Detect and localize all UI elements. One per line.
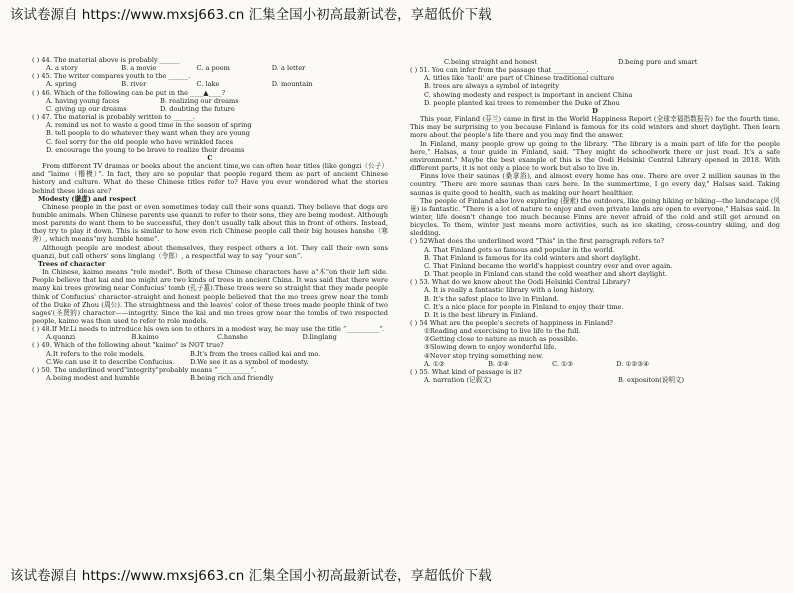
option: D. encourage the young to be brave to realize their dreams <box>46 145 245 154</box>
option: C. feel sorry for the old people who have wrinkled faces <box>46 137 233 146</box>
option: A.quanzi <box>46 333 76 342</box>
passage-c-subheading: Modesty (谦虚) and respect <box>38 194 137 203</box>
option: C. ①③ <box>552 359 573 368</box>
option: B.being rich and friendly <box>190 374 274 383</box>
option: D. mountain <box>271 80 313 89</box>
option: C.being straight and honest <box>444 58 538 66</box>
option: C.hanshe <box>217 333 248 342</box>
option: B. It's the safest place to live in Finland. <box>424 294 559 303</box>
statement: ①Reading and exercising to live life to the full. <box>424 327 581 336</box>
statement: ③Slowing down to enjoy wonderful life. <box>424 343 557 352</box>
option: A. having young faces <box>46 96 120 105</box>
option: D. It is the best library in Finland. <box>424 310 538 319</box>
question-54: ( ) 54 What are the people's secrets of happiness in Finland? <box>410 319 613 327</box>
option: D. ①②③④ <box>616 359 650 368</box>
option: B. realizing our dreams <box>160 96 239 105</box>
option: A. a story <box>46 64 78 73</box>
option: D.being pure and smart <box>618 58 698 66</box>
option: C. showing modesty and respect is important in ancient China <box>424 90 633 99</box>
passage-c-subheading: Trees of character <box>38 259 106 268</box>
option: C. a poem <box>196 64 230 73</box>
option: D. people planted kai trees to remember the Duke of Zhou <box>424 98 620 107</box>
passage-d-paragraph: This year, Finland (芬兰) came in first in the World Happiness Report (全球幸福指数报告) for the fourth time. This may be surprising to you because Finland is famous for its cold winters and short daylight. Then learn more about the people's life there and you may find the answer. <box>410 115 780 140</box>
passage-d-paragraph: Finns love their saunas (桑拿浴), and almost every home has one. There are over 2 million saunas in the country. "There are more saunas than cars here. In the summertime, I go every day," Halsas said. Taking saunas is quite good to health, such as making our heart healthier. <box>410 172 780 197</box>
question-48-options <box>32 333 388 341</box>
option: D.We see it as a symbol of modesty. <box>190 357 309 366</box>
option: C. giving up our dreams <box>46 104 127 113</box>
passage-c-paragraph: Although people are modest about themselves, they respect others a lot. They call their own sons quanzi, but call others' sons linglang（令郎）, a respectful way to say “your son”. <box>32 243 388 260</box>
left-column <box>32 56 388 382</box>
question-45: ( ) 45. The writer compares youth to the ______. <box>32 72 191 81</box>
option: A. titles like 'taoli' are part of Chinese traditional culture <box>424 74 615 83</box>
question-53: ( ) 53. What do we know about the Oodi Helsinki Central Library? <box>410 278 631 287</box>
option: B. a movie <box>121 64 157 73</box>
option: D. That people in Finland can stand the cold weather and short daylight. <box>424 270 668 279</box>
option: B. tell people to do whatever they want when they are young <box>46 129 251 138</box>
statement: ②Getting close to nature as much as possible. <box>424 335 578 344</box>
question-45-options <box>32 80 388 88</box>
option: A.It refers to the role models. <box>46 349 146 358</box>
option: B.kaimo <box>131 333 159 342</box>
option: C. It's a nice place for people in Finland to enjoy their time. <box>424 302 624 311</box>
question-44: ( ) 44. The material above is probably ______ <box>32 56 180 64</box>
question-49-options-cd <box>32 358 388 366</box>
question-46: ( ) 46. Which of the following can be put in the ____▲____? <box>32 88 226 97</box>
section-heading-d: D <box>592 106 598 115</box>
passage-c-paragraph: In Chinese, kaimo means "role model". Both of these Chinese characters have a"木"on their left side. People believe that kai and mo might are two kinds of trees in ancient China. It was said that there were many kai trees growing near Confucius' tomb (孔子墓).These trees were so straight that they made people think of Confucius' character–straight and honest people believed that the mo trees grew near the tomb of the Duke of Zhou (周公). The straightness and the leaves' color of these trees made people think of two sages'(圣贤的) character——integrity. Since the kai and mo trees grow near the tombs of two respected people, kaimo was then used to refer to role models. <box>32 268 388 325</box>
question-49-options-ab <box>32 350 388 358</box>
question-51: ( ) 51. You can infer from the passage that __________. <box>410 66 589 75</box>
option: A. spring <box>46 80 77 89</box>
option: D. a letter <box>271 64 306 73</box>
passage-d-paragraph: In Finland, many people grow up going to the library. "The library is a main part of life for the people here," Halsas, a tour guide in Finland, said. "They might do schoolwork there or just read. It's a safe environment." Maybe the best example of this is the Oodi Helsinki Central Library opened in 2018. With different parts, it is not only a place to work but also to live in. <box>410 139 780 173</box>
question-48: ( ) 48.If Mr.Li needs to introduce his own son to others in a modest way, he may use the title “__________”. <box>32 325 385 334</box>
question-50-options-ab <box>32 374 388 382</box>
option: A. It is really a fantastic library with a long history. <box>424 286 595 295</box>
option: A. That Finland gets so famous and popular in the world. <box>424 245 615 254</box>
option: D. doubting the future <box>160 104 235 113</box>
option: B. trees are always a symbol of integrity <box>424 82 560 91</box>
option: A. remind us not to waste a good time in the season of spring <box>46 121 252 130</box>
source-banner-top: 该试卷源自 https://www.mxsj663.cn 汇集全国小初高最新试卷，享超低价下载 <box>10 7 492 23</box>
statement: ④Never stop trying something new. <box>424 351 544 360</box>
passage-c-paragraph: From different TV dramas or books about the ancient time,we can often hear titles (like gongzi（公子）and “laimo（楷模）”. In fact, they are so popular that people regard them as part of ancient Chinese history and culture. What do these Chinese titles refer to? Have you ever wondered what the stories behind these ideas are? <box>32 162 388 195</box>
option: A. ①② <box>424 359 445 368</box>
question-50: ( ) 50. The underlined word"integrity"probably means “__________”. <box>32 365 257 374</box>
question-54-options <box>410 360 780 368</box>
question-49: ( ) 49. Which of the following about "kaimo" is NOT true? <box>32 341 224 350</box>
question-47: ( ) 47. The material is probably written to ______. <box>32 113 195 122</box>
question-55-options <box>410 376 780 384</box>
option: C.We can use it to describe Confucius. <box>46 357 175 366</box>
option: B. ②④ <box>488 359 509 368</box>
question-46-options-cd <box>32 105 388 113</box>
question-52: ( ) 52What does the underlined word "This" in the first paragraph refers to? <box>410 237 665 246</box>
option: D.linglang <box>302 333 337 342</box>
right-column <box>410 58 780 384</box>
option: B. expositon(说明文) <box>618 376 685 385</box>
option: C. That Finland became the world's happiest country over and over again. <box>424 261 673 270</box>
option: A. narration (记叙文) <box>424 376 492 385</box>
question-44-options <box>32 64 388 72</box>
passage-d-paragraph: The people of Finland also love exploring (探索) the outdoors, like going hiking or biking—the landscape (风景) is fantastic. "There is a lot of nature to enjoy and even private lands are open to everyone," Halsas said. In winter, life doesn't change too much because Finns are never afraid of the cold and still get around on bicycles. To them, winter just means more activities, such as ice skating, cross-country skiing, and dog sledding. <box>410 196 780 238</box>
option: B.It's from the trees called kai and mo. <box>190 349 321 358</box>
option: B. river <box>121 80 147 89</box>
question-50-options-cd <box>410 58 780 66</box>
option: C. lake <box>196 80 220 89</box>
option: B. That Finland is famous for its cold winters and short daylight. <box>424 253 641 262</box>
passage-c-paragraph: Chinese people in the past or even sometimes today call their sons quanzi. They believe that dogs are humble animals. When Chinese parents use quanzi to refer to their sons, they are being modest. Although most parents do want them to be successful, they don't usually talk about this in front of others. Instead, they try to play it down. This is similar to how even rich Chinese people call their big houses hanshe（寒舍）, which means“my humble home”. <box>32 202 388 244</box>
source-banner-bottom: 该试卷源自 https://www.mxsj663.cn 汇集全国小初高最新试卷，享超低价下载 <box>10 568 492 584</box>
section-heading-c: C <box>207 153 213 162</box>
option: A.being modest and humble <box>46 374 140 383</box>
question-46-options-ab <box>32 97 388 105</box>
question-55: ( ) 55. What kind of passage is it? <box>410 367 522 376</box>
